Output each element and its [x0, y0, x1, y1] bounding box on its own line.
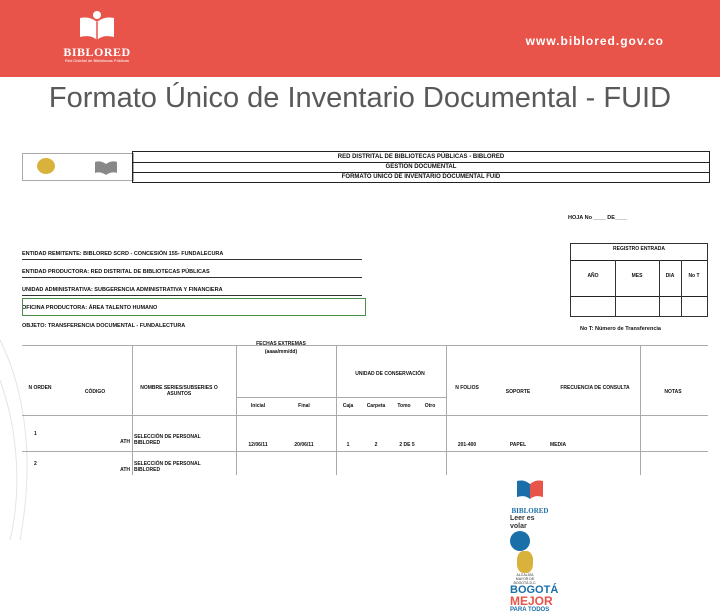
- footer-biblored-text: BIBLORED: [511, 507, 549, 515]
- header-line-2: GESTIÓN DOCUMENTAL: [385, 164, 457, 170]
- biblored-mini-icon: [93, 157, 119, 177]
- slide-title: Formato Único de Inventario Documental - FUID: [48, 82, 672, 114]
- col-caja: Caja: [342, 403, 354, 409]
- alcaldia-seal-icon: [517, 551, 533, 573]
- col-tomo: Tomo: [397, 403, 411, 409]
- row1-frecuencia: MEDIA: [550, 442, 567, 448]
- col-notas: NOTAS: [664, 389, 682, 395]
- col-carpeta: Carpeta: [366, 403, 386, 409]
- field-objeto: OBJETO: TRANSFERENCIA DOCUMENTAL - FUNDALECTURA: [22, 323, 186, 329]
- footer-leer-logo: Leer es volar: [510, 515, 535, 530]
- row1-nombre: SELECCIÓN DE PERSONAL BIBLORED: [134, 434, 201, 446]
- col-nombre: NOMBRE SERIES/SUBSERIES O ASUNTOS: [140, 385, 218, 397]
- page-label: HOJA No ____ DE____: [568, 215, 628, 221]
- row2-codigo: ATH: [120, 467, 130, 473]
- col-fechas-sub: (aaaa/mm/dd): [264, 349, 298, 355]
- col-soporte: SOPORTE: [505, 389, 531, 395]
- para-todos-word: PARA TODOS: [510, 607, 550, 613]
- header-banner: [0, 0, 720, 77]
- col-fechas: FECHAS EXTREMAS: [256, 341, 306, 347]
- biblored-book-icon: [515, 472, 545, 502]
- footer-bogota-logo: [510, 585, 566, 614]
- col-num-orden: N ORDEN: [28, 385, 52, 391]
- col-inicial: Inicial: [250, 403, 266, 409]
- col-frecuencia: FRECUENCIA DE CONSULTA: [560, 385, 630, 391]
- footer-biblored-logo: [510, 472, 550, 515]
- logo-name: BIBLORED: [63, 45, 131, 59]
- registro-entrada-box: [570, 243, 708, 317]
- col-final: Final: [298, 403, 310, 409]
- footer-alcaldia-logo: [510, 551, 540, 585]
- col-codigo: CÓDIGO: [84, 389, 106, 395]
- registro-dia: DIA: [665, 273, 675, 279]
- row1-folios: 201-400: [457, 442, 477, 448]
- registro-ano: AÑO: [587, 273, 599, 279]
- bogota-seal-icon: [37, 158, 55, 174]
- nt-label: No T: Número de Transferencia: [580, 326, 661, 332]
- row1-num: 1: [34, 431, 37, 437]
- registro-mes: MES: [631, 273, 643, 279]
- row1-final: 20/06/11: [294, 442, 314, 448]
- document-header: [132, 151, 710, 183]
- field-entidad-productora: ENTIDAD PRODUCTORA: RED DISTRITAL DE BIBLIOTECAS PÚBLICAS: [22, 269, 210, 275]
- row1-codigo: ATH: [120, 439, 130, 445]
- row1-carpeta: 2: [374, 442, 378, 448]
- fuid-document: [20, 145, 710, 475]
- logo-tagline: Red Distrital de Bibliotecas Públicas: [64, 58, 130, 63]
- row1-tomo: 2 DE 5: [399, 442, 415, 448]
- biblored-logo: [62, 6, 132, 72]
- col-unidad: UNIDAD DE CONSERVACIÓN: [355, 371, 425, 377]
- site-url[interactable]: www.biblored.gov.co: [525, 34, 664, 48]
- mejor-word: MEJOR: [510, 594, 553, 608]
- registro-not: No T: [688, 273, 700, 279]
- row2-nombre: SELECCIÓN DE PERSONAL BIBLORED: [134, 461, 201, 473]
- header-line-3: FORMATO ÚNICO DE INVENTARIO DOCUMENTAL FUID: [341, 174, 501, 180]
- row1-soporte: PAPEL: [509, 442, 527, 448]
- bogota-word: BOGOTÁ: [510, 584, 559, 596]
- col-folios: N FOLIOS: [455, 385, 479, 391]
- footer-logos: [510, 472, 720, 613]
- alcaldia-text: ALCALDÍA MAYOR DE BOGOTÁ D.C.: [513, 573, 537, 585]
- registro-title: REGISTRO ENTRADA: [613, 246, 665, 252]
- book-icon: [77, 6, 117, 46]
- header-line-1: RED DISTRITAL DE BIBLIOTECAS PÚBLICAS - BIBLORED: [337, 154, 505, 160]
- row2-num: 2: [34, 461, 37, 467]
- col-otro: Otro: [424, 403, 436, 409]
- green-rule: [22, 298, 366, 316]
- globe-icon: [510, 531, 530, 551]
- row1-caja: 1: [346, 442, 350, 448]
- row1-inicial: 12/06/11: [248, 442, 268, 448]
- field-entidad-remitente: ENTIDAD REMITENTE: BIBLORED SCRD - CONCESIÓN 155- FUNDALECURA: [22, 251, 224, 257]
- document-logos: [22, 153, 134, 181]
- field-oficina-productora: OFICINA PRODUCTORA: ÁREA TALENTO HUMANO: [22, 305, 158, 311]
- field-unidad-administrativa: UNIDAD ADMINISTRATIVA: SUBGERENCIA ADMINISTRATIVA Y FINANCIERA: [22, 287, 223, 293]
